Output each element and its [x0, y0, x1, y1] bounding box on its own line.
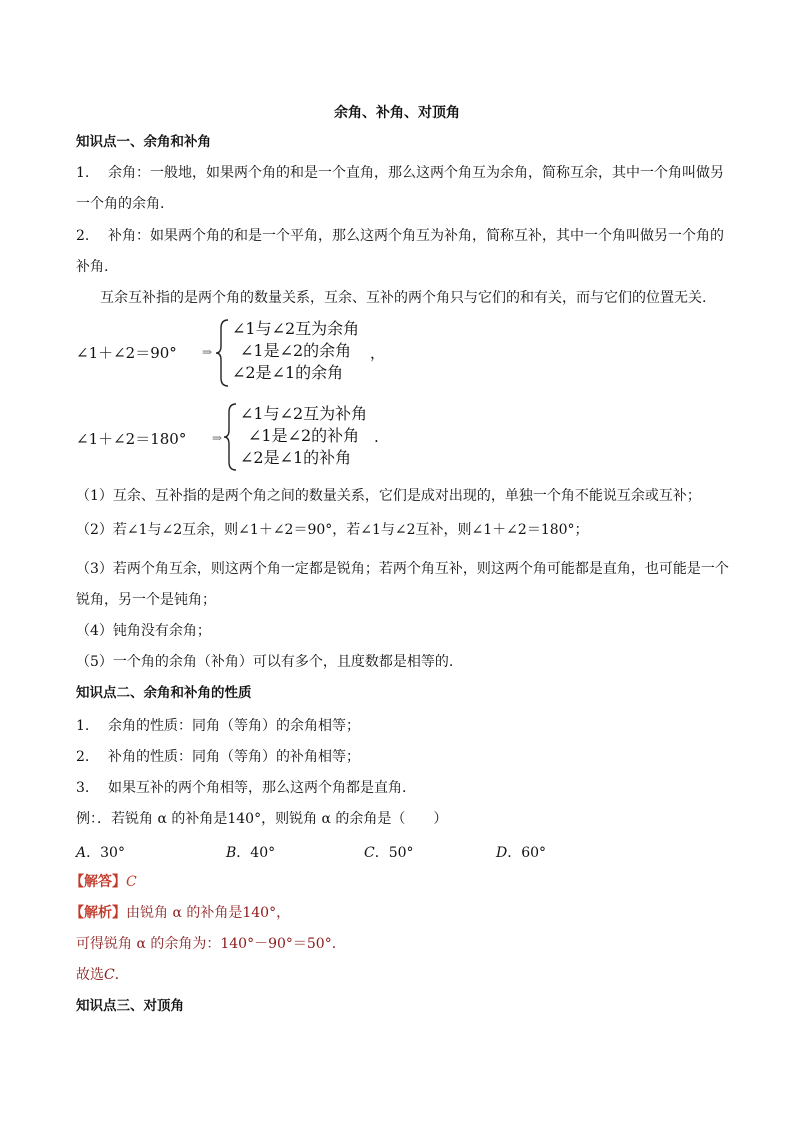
case-line: ∠2是∠1的余角: [232, 363, 344, 382]
left-brace-icon: [214, 318, 230, 388]
formula2-cases: [240, 403, 367, 469]
implies-arrow-icon: ⇒: [202, 345, 213, 359]
item-text: 补角：如果两个角的和是一个平角，那么这两个角互为补角，简称互补，其中一个角叫做另一个角的: [108, 228, 724, 244]
note-3: （3）若两个角互余，则这两个角一定都是锐角；若两个角互补，则这两个角可能都是直角，也可能是一个: [76, 561, 729, 577]
option-label: C: [364, 845, 375, 861]
section1-item2: [76, 226, 724, 246]
item-number: 1.: [76, 165, 90, 181]
item-text: 余角：一般地，如果两个角的和是一个直角，那么这两个角互为余角，简称互余，其中一个角叫做另: [108, 165, 724, 181]
case-line: ∠1是∠2的补角: [248, 426, 360, 445]
item-text: 余角的性质：同角（等角）的余角相等；: [108, 718, 360, 734]
option-label: A: [76, 845, 87, 861]
item-text: 如果互补的两个角相等，那么这两个角都是直角.: [108, 780, 407, 796]
section1-note: 互余互补指的是两个角的数量关系，互余、互补的两个角只与它们的和有关，而与它们的位置无关.: [100, 290, 707, 306]
conclusion-suffix: ．: [114, 967, 129, 983]
left-brace-icon: [222, 402, 238, 472]
section2-item2: [76, 747, 360, 767]
section1-item2-cont: 补角.: [76, 259, 109, 275]
option-c: [364, 842, 414, 862]
item-number: 1.: [76, 718, 90, 734]
item-number: 3.: [76, 780, 90, 796]
section3-heading: 知识点三、对顶角: [76, 998, 184, 1014]
section1-heading: 知识点一、余角和补角: [76, 134, 211, 150]
section2-heading: 知识点二、余角和补角的性质: [76, 685, 252, 701]
analysis-line: [70, 903, 290, 923]
answer-tag: 【解答】: [70, 874, 126, 890]
formula2-tail: .: [374, 428, 379, 446]
analysis-text: 由锐角 α 的补角是140°，: [126, 905, 291, 921]
page-title: 余角、补角、对顶角: [334, 105, 460, 121]
option-label: B: [226, 845, 237, 861]
formula1-cases: [232, 318, 359, 384]
section2-item1: [76, 716, 360, 736]
note-2: （2）若∠1与∠2互余，则∠1＋∠2＝90°，若∠1与∠2互补，则∠1＋∠2＝180°；: [76, 522, 589, 538]
case-line: ∠1与∠2互为补角: [240, 404, 368, 423]
answer-line: [70, 872, 137, 892]
conclusion-prefix: 故选: [76, 967, 104, 983]
implies-arrow-icon: ⇒: [212, 431, 223, 445]
note-4: （4）钝角没有余角；: [76, 623, 211, 639]
formula1-tail: ，: [370, 344, 386, 362]
option-d: [496, 842, 546, 862]
note-3-cont: 锐角，另一个是钝角；: [76, 592, 216, 608]
note-1: （1）互余、互补指的是两个角之间的数量关系，它们是成对出现的，单独一个角不能说互余或互补；: [76, 488, 701, 504]
item-number: 2.: [76, 228, 90, 244]
option-text: ．40°: [236, 845, 276, 861]
option-text: ．30°: [86, 845, 125, 861]
formula2-lhs: ∠1＋∠2＝180°: [76, 430, 187, 448]
item-text: 补角的性质：同角（等角）的补角相等；: [108, 749, 360, 765]
note-5: （5）一个角的余角（补角）可以有多个，且度数都是相等的.: [76, 654, 454, 670]
case-line: ∠1是∠2的余角: [240, 341, 352, 360]
section1-item1-cont: 一个角的余角.: [76, 196, 165, 212]
case-line: ∠2是∠1的补角: [240, 448, 352, 467]
example-question: 例：．若锐角 α 的补角是140°，则锐角 α 的余角是（ ）: [76, 811, 448, 827]
option-text: ．60°: [507, 845, 547, 861]
option-label: D: [496, 845, 508, 861]
option-b: [226, 842, 275, 862]
analysis-line-2: 可得锐角 α 的余角为：140°－90°＝50°．: [76, 936, 346, 952]
formula1-lhs: ∠1＋∠2＝90°: [76, 344, 177, 362]
analysis-tag: 【解析】: [70, 905, 126, 921]
option-text: ．50°: [374, 845, 414, 861]
conclusion-answer: C: [104, 967, 115, 983]
item-number: 2.: [76, 749, 90, 765]
answer-value: C: [126, 874, 137, 890]
option-a: [76, 842, 125, 862]
case-line: ∠1与∠2互为余角: [232, 319, 360, 338]
conclusion-line: [76, 965, 129, 985]
section1-item1: [76, 163, 724, 183]
section2-item3: [76, 778, 406, 798]
